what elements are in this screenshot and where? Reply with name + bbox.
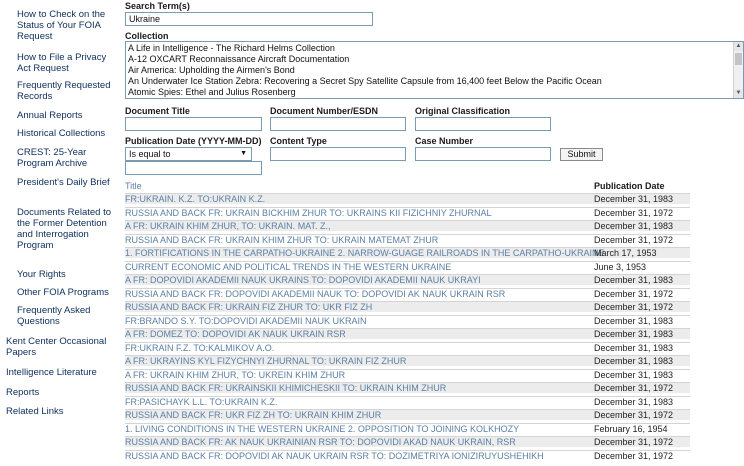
document-number-label: Document Number/ESDN bbox=[270, 106, 379, 116]
collection-option[interactable]: Air America: Upholding the Airmen's Bond bbox=[128, 65, 295, 75]
table-row[interactable] bbox=[125, 301, 690, 312]
document-title-input[interactable] bbox=[125, 117, 262, 131]
sidebar-item-crest[interactable]: CREST: 25-Year Program Archive bbox=[17, 147, 88, 169]
result-title-link[interactable]: RUSSIA AND BACK FR: UKRAIN KHIM ZHUR TO: UKRAIN MATEMAT ZHUR bbox=[125, 234, 439, 245]
table-row[interactable] bbox=[125, 220, 690, 231]
table-row[interactable] bbox=[125, 450, 690, 461]
result-title-link[interactable]: FR:BRANDO S.Y. TO:DOPOVIDI AKADEMII NAUK UKRAIN bbox=[125, 315, 367, 326]
result-title-link[interactable]: RUSSIA AND BACK FR: UKRAIN BICKHIM ZHUR TO: UKRAINS KII FIZICHNIY ZHURNAL bbox=[125, 207, 492, 218]
collection-listbox[interactable] bbox=[125, 41, 744, 99]
table-row[interactable] bbox=[125, 436, 690, 447]
result-publication-date: December 31, 1983 bbox=[594, 194, 674, 204]
result-title-link[interactable]: RUSSIA AND BACK FR: DOPOVIDI AK NAUK UKRAIN RSR TO: DOZIMETRIYA IONIZIRUYUSHEHIKH bbox=[125, 450, 544, 461]
result-publication-date: March 17, 1953 bbox=[594, 248, 657, 258]
publication-date-label: Publication Date (YYYY-MM-DD) bbox=[125, 136, 262, 146]
result-title-link[interactable]: A FR: DOPOVIDI AKADEMII NAUK UKRAINS TO: DOPOVIDI AKADEMII NAUK UKRAYI bbox=[125, 275, 481, 285]
document-number-input[interactable] bbox=[270, 117, 406, 131]
table-row[interactable] bbox=[125, 288, 690, 299]
collection-option[interactable]: A-12 OXCART Reconnaissance Aircraft Documentation bbox=[128, 54, 350, 64]
table-row[interactable] bbox=[125, 193, 690, 204]
collection-option[interactable]: A Life in Intelligence - The Richard Helms Collection bbox=[128, 43, 335, 53]
sidebar-item-privacy-act-request[interactable]: How to File a Privacy Act Request bbox=[17, 52, 107, 74]
result-publication-date: December 31, 1983 bbox=[594, 221, 674, 231]
foia-search-form bbox=[122, 0, 742, 466]
result-publication-date: December 31, 1983 bbox=[594, 315, 674, 326]
result-publication-date: December 31, 1972 bbox=[594, 410, 674, 420]
table-row[interactable] bbox=[125, 342, 690, 353]
result-title-link[interactable]: RUSSIA AND BACK FR: DOPOVIDI AKADEMII NAUK TO: DOPOVIDI AK NAUK UKRAIN RSR bbox=[125, 288, 506, 299]
scrollbar-thumb[interactable] bbox=[735, 53, 742, 65]
sidebar-item-faq[interactable]: Frequently Asked Questions bbox=[17, 305, 91, 327]
document-title-label: Document Title bbox=[125, 106, 190, 116]
submit-button[interactable]: Submit bbox=[560, 148, 603, 161]
sidebar-item-annual-reports[interactable]: Annual Reports bbox=[17, 110, 83, 121]
table-row[interactable] bbox=[125, 355, 690, 366]
sidebar-item-your-rights[interactable]: Your Rights bbox=[17, 269, 66, 280]
result-publication-date: June 3, 1953 bbox=[594, 261, 647, 272]
table-row[interactable] bbox=[125, 315, 690, 326]
result-title-link[interactable]: A FR: DOMEZ TO: DOPOVIDI AK NAUK UKRAIN RSR bbox=[125, 329, 346, 339]
result-publication-date: February 16, 1954 bbox=[594, 423, 668, 434]
result-publication-date: December 31, 1972 bbox=[594, 234, 674, 245]
result-publication-date: December 31, 1972 bbox=[594, 207, 674, 218]
date-operator-select[interactable] bbox=[125, 147, 252, 161]
table-row[interactable] bbox=[125, 369, 690, 380]
sidebar-item-check-foia-status[interactable]: How to Check on the Status of Your FOIA Request bbox=[17, 9, 106, 42]
table-row[interactable] bbox=[125, 382, 690, 393]
result-publication-date: December 31, 1972 bbox=[594, 302, 674, 312]
result-title-link[interactable]: FR:UKRAIN F.Z. TO:KALMIKOV A.O. bbox=[125, 342, 275, 353]
sidebar-item-other-foia-programs[interactable]: Other FOIA Programs bbox=[17, 287, 109, 298]
sidebar-item-intelligence-literature[interactable]: Intelligence Literature bbox=[6, 367, 97, 378]
result-publication-date: December 31, 1972 bbox=[594, 288, 674, 299]
chevron-down-icon[interactable]: ▼ bbox=[240, 150, 247, 157]
table-row[interactable] bbox=[125, 274, 690, 285]
result-title-link[interactable]: RUSSIA AND BACK FR: UKRAIN FIZ ZHUR TO: UKR FIZ ZH bbox=[125, 302, 373, 312]
original-classification-input[interactable] bbox=[415, 117, 551, 131]
table-row[interactable] bbox=[125, 247, 690, 258]
table-row[interactable] bbox=[125, 423, 690, 434]
result-title-link[interactable]: RUSSIA AND BACK FR: AK NAUK UKRAINIAN RSR TO: DOPOVIDI AKAD NAUK UKRAIN, RSR bbox=[125, 437, 516, 447]
table-row[interactable] bbox=[125, 409, 690, 420]
sidebar-item-presidents-daily-brief[interactable]: President's Daily Brief bbox=[17, 177, 110, 188]
result-publication-date: December 31, 1983 bbox=[594, 275, 674, 285]
result-title-link[interactable]: FR:UKRAIN. K.Z. TO:UKRAIN K.Z. bbox=[125, 194, 266, 204]
original-classification-label: Original Classification bbox=[415, 106, 511, 116]
search-term-input[interactable] bbox=[125, 12, 373, 26]
result-title-link[interactable]: A FR: UKRAIN KHIM ZHUR, TO: UKRAIN. MAT. Z., bbox=[125, 221, 331, 231]
collection-label: Collection bbox=[125, 31, 169, 41]
table-row[interactable] bbox=[125, 234, 690, 245]
result-title-link[interactable]: RUSSIA AND BACK FR: UKR FIZ ZH TO: UKRAIN KHIM ZHUR bbox=[125, 410, 382, 420]
collection-option[interactable]: Atomic Spies: Ethel and Julius Rosenberg bbox=[128, 87, 296, 97]
column-header-title[interactable]: Title bbox=[125, 181, 142, 191]
table-row[interactable] bbox=[125, 261, 690, 272]
result-title-link[interactable]: FR:PASICHAYK L.L. TO:UKRAIN K.Z. bbox=[125, 396, 278, 407]
search-term-label: Search Term(s) bbox=[125, 1, 190, 11]
table-row[interactable] bbox=[125, 396, 690, 407]
result-publication-date: December 31, 1972 bbox=[594, 450, 674, 461]
publication-date-input[interactable] bbox=[125, 161, 262, 175]
result-publication-date: December 31, 1983 bbox=[594, 329, 674, 339]
sidebar-item-related-links[interactable]: Related Links bbox=[6, 406, 64, 417]
result-title-link[interactable]: 1. LIVING CONDITIONS IN THE WESTERN UKRAINE 2. OPPOSITION TO JOINING KOLKHOZY bbox=[125, 423, 520, 434]
date-operator-value: Is equal to bbox=[129, 149, 171, 159]
result-publication-date: December 31, 1983 bbox=[594, 342, 674, 353]
result-title-link[interactable]: A FR: UKRAIN KHIM ZHUR, TO: UKREIN KHIM ZHUR bbox=[125, 369, 346, 380]
result-title-link[interactable]: CURRENT ECONOMIC AND POLITICAL TRENDS IN THE WESTERN UKRAINE bbox=[125, 261, 452, 272]
column-header-publication-date[interactable]: Publication Date bbox=[594, 181, 665, 191]
result-title-link[interactable]: 1. FORTIFICATIONS IN THE CARPATHO-UKRAINE 2. NARROW-GUAGE RAILROADS IN THE CARPATHO-UKRAINE bbox=[125, 248, 605, 258]
content-type-input[interactable] bbox=[270, 147, 406, 161]
result-publication-date: December 31, 1983 bbox=[594, 396, 674, 407]
sidebar-item-frequently-requested-records[interactable]: Frequently Requested Records bbox=[17, 80, 111, 102]
result-title-link[interactable]: RUSSIA AND BACK FR: UKRAINSKII KHIMICHESKII TO: UKRAIN KHIM ZHUR bbox=[125, 383, 447, 393]
sidebar-item-reports[interactable]: Reports bbox=[6, 387, 40, 398]
collection-scrollbar[interactable] bbox=[733, 42, 743, 98]
sidebar-item-kent-center[interactable]: Kent Center Occasional Papers bbox=[6, 336, 107, 358]
table-row[interactable] bbox=[125, 207, 690, 218]
case-number-label: Case Number bbox=[415, 136, 474, 146]
scroll-up-arrow-icon[interactable]: ▲ bbox=[735, 43, 742, 49]
scroll-down-arrow-icon[interactable]: ▼ bbox=[735, 90, 742, 96]
content-type-label: Content Type bbox=[270, 136, 327, 146]
sidebar-item-detention-interrogation[interactable]: Documents Related to the Former Detention and Interrogation Program bbox=[17, 207, 111, 251]
result-publication-date: December 31, 1983 bbox=[594, 369, 674, 380]
sidebar-nav bbox=[0, 0, 120, 466]
table-row[interactable] bbox=[125, 328, 690, 339]
case-number-input[interactable] bbox=[415, 147, 551, 161]
result-publication-date: December 31, 1972 bbox=[594, 437, 674, 447]
result-publication-date: December 31, 1972 bbox=[594, 383, 674, 393]
sidebar-item-historical-collections[interactable]: Historical Collections bbox=[17, 128, 106, 139]
collection-option[interactable]: An Underwater Ice Station Zebra: Recovering a Secret Spy Satellite Capsule from 16,400 feet Below the Pacific Ocean bbox=[128, 76, 602, 86]
result-title-link[interactable]: A FR: UKRAYINS KYL FIZYCHNYI ZHURNAL TO: UKRAIN FIZ ZHUR bbox=[125, 356, 407, 366]
result-publication-date: December 31, 1983 bbox=[594, 356, 674, 366]
